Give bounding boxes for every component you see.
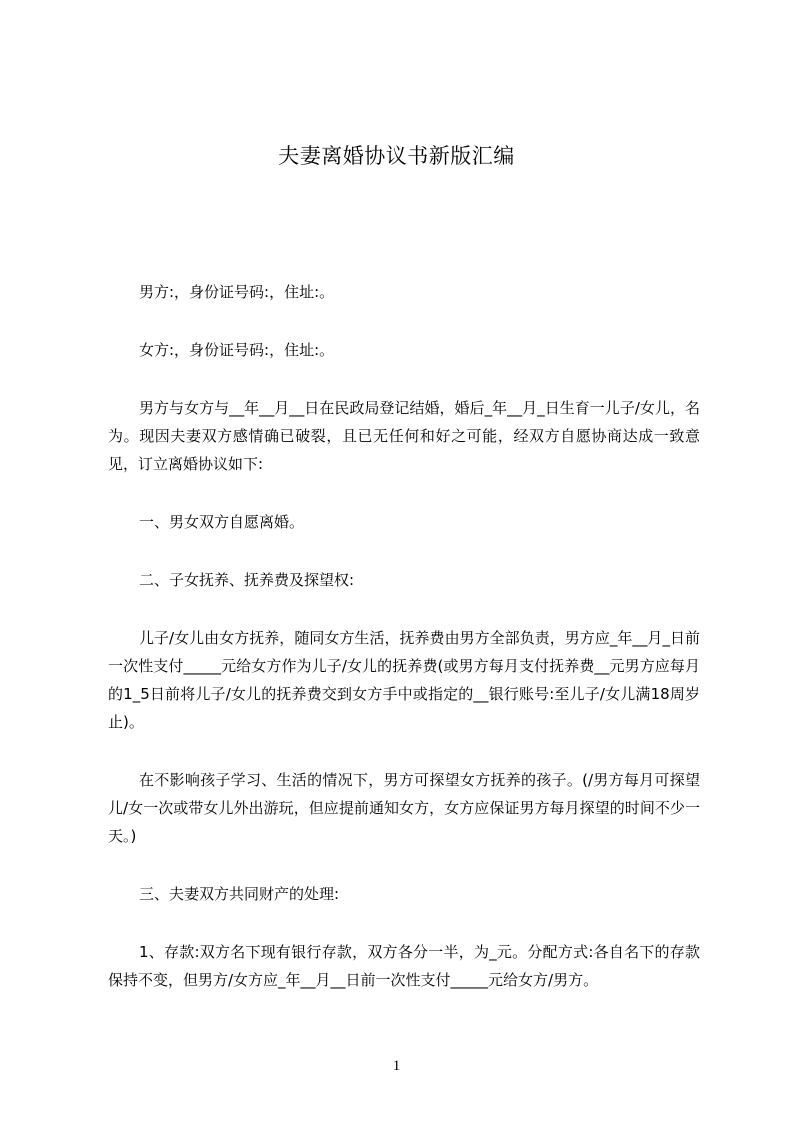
paragraph-section-2-heading: 二、子女抚养、抚养费及探望权: (139, 571, 355, 589)
paragraph-marriage-background: 男方与女方与__年__月__日在民政局登记结婚，婚后_年__月_日生育一儿子/女儿，名为。现因夫妻双方感情确已破裂，且已无任何和好之可能，经双方自愿协商达成一致意见，订立离婚协议如下: (108, 399, 700, 473)
page-number: 1 (392, 1058, 401, 1074)
document-body (108, 278, 700, 1024)
paragraph-child-custody: 儿子/女儿由女方抚养，随同女方生活，抚养费由男方全部负责，男方应_年__月_日前一次性支付_____元给女方作为儿子/女儿的抚养费(或男方每月支付抚养费__元男方应每月的1_5日前将儿子/女儿的抚养费交到女方手中或指定的__银行账号:至儿子/女儿满18周岁止)。 (108, 629, 700, 731)
document-title: 夫妻离婚协议书新版汇编 (278, 144, 515, 168)
paragraph-wife-info: 女方:，身份证号码:，住址:。 (139, 341, 335, 359)
paragraph-husband-info: 男方:，身份证号码:，住址:。 (139, 283, 335, 301)
paragraph-visitation: 在不影响孩子学习、生活的情况下，男方可探望女方抚养的孩子。(/男方每月可探望儿/女一次或带女儿外出游玩，但应提前通知女方，女方应保证男方每月探望的时间不少一天。) (108, 771, 700, 845)
paragraph-section-1-divorce: 一、男女双方自愿离婚。 (139, 513, 305, 531)
paragraph-savings: 1、存款:双方名下现有银行存款，双方各分一半，为_元。分配方式:各自名下的存款保持不变，但男方/女方应_年__月__日前一次性支付_____元给女方/男方。 (108, 943, 700, 989)
paragraph-section-3-heading: 三、夫妻双方共同财产的处理: (139, 885, 340, 903)
